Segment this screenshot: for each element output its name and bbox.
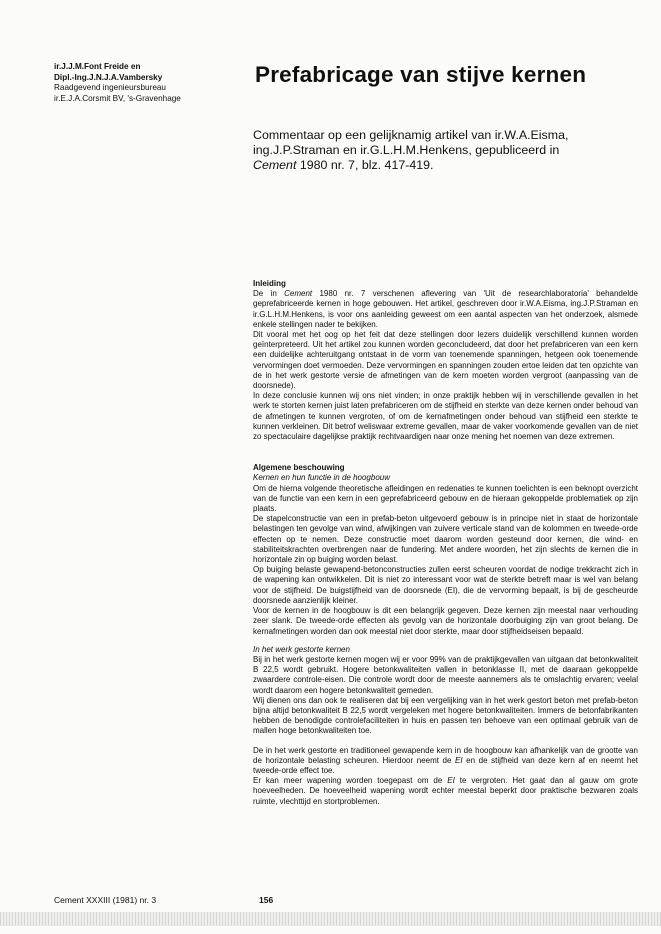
text-run: te vergroten. Het gaat dan al gauw om grote hoeveelheden. De hoeveelheid wapening wordt echter meestal beperkt door praktische bezwaren zoals ruimte, vlechttijd en stortproblemen.: [253, 776, 639, 806]
author-block: [54, 62, 254, 104]
text-run: Er kan meer wapening worden toegepast om de: [253, 776, 448, 786]
article-title: Prefabricage van stijve kernen: [255, 62, 587, 87]
paragraph-inleiding-3: In deze conclusie kunnen wij ons niet vinden; in onze praktijk hebben wij in verschillende gevallen in het werk te storten kernen juist laten prefabriceren om de stijfheid en sterkte van deze kernen onder behoud van de afmetingen te kunnen vergroten, of om de kernafmetingen onder behoud van stijfheid een sterkte te kunnen verkleinen. Dit betrof weliswaar extreme gevallen, maar de vaker voorkomende gevallen van de niet zo spectaculaire dagelijkse praktijk rechtvaardigen naar onze mening het noemen van deze extremen.: [253, 391, 638, 442]
heading-inleiding: Inleiding: [253, 279, 286, 288]
paragraph-gestorte-2: Wij dienen ons dan ook te realiseren dat bij een vergelijking van in het werk gestort beton met prefab-beton bijna altijd betonkwaliteit B 22,5 wordt vergeleken met hogere betonkwaliteiten. Immers de betonfabrikanten hebben de benodigde controlefaciliteiten in huis en passen ten behoeve van een optimaal gebruik van de mallen hoge betonkwaliteiten toe.: [253, 695, 638, 736]
article-subtitle: [253, 128, 653, 173]
spacer: [253, 637, 638, 645]
subtitle-citation: 1980 nr. 7, blz. 417-419.: [296, 158, 434, 172]
subtitle-line-1: Commentaar op een gelijknamig artikel van ir.W.A.Eisma,: [253, 128, 569, 142]
scan-edge-strip: [0, 912, 661, 926]
spacer: [253, 737, 638, 746]
text-run: De in het werk gestorte en traditioneel gewapende kern in de hoogbouw kan afhankelijk van de grootte van de horizontale belasting scheuren. Hierdoor neemt de: [253, 745, 638, 765]
paragraph-gestorte-3: [253, 746, 638, 777]
spacer: [253, 442, 638, 463]
subheading-kernen-functie: Kernen en hun functie in de hoogbouw: [253, 473, 390, 483]
text-run: en de stijfheid van deze kern af en neemt het tweede-orde effect toe.: [253, 755, 638, 775]
author-affiliation-1: Raadgevend ingenieursbureau: [54, 83, 166, 93]
subtitle-line-3: [253, 158, 653, 173]
text-run-italic: Cement: [284, 289, 313, 299]
page-number: 156: [259, 895, 274, 905]
text-run-italic: EI: [455, 755, 463, 765]
subtitle-journal-name: Cement: [253, 158, 297, 172]
paragraph-gestorte-4: [253, 776, 638, 807]
author-line-1: ir.J.J.M.Font Freide en: [54, 62, 141, 71]
paragraph-gestorte-1: Bij in het werk gestorte kernen mogen wij er voor 99% van de praktijkgevallen van uitgaan dat betonkwaliteit B 22,5 wordt gebruikt. Hogere betonkwaliteiten vallen in betonklasse II, met de daaraan gekoppelde zwaardere controle-eisen. Die controle wordt door de meeste aannemers als te omslachtig ervaren; veelal wordt daarom een hogere betonkwaliteit gemeden.: [253, 654, 638, 695]
author-line-2: Dipl.-Ing.J.N.J.A.Vambersky: [54, 72, 163, 82]
author-affiliation-2: ir.E.J.A.Corsmit BV, 's-Gravenhage: [54, 93, 181, 103]
subtitle-line-2: ing.J.P.Straman en ir.G.L.H.M.Henkens, gepubliceerd in: [253, 143, 560, 157]
paragraph-algemene-2: De stapelconstructie van een in prefab-beton uitgevoerd gebouw is in principe niet in staat de horizontale belastingen ten gevolge van wind, afwijkingen van zuivere verticale stand van de kolommen en tweede-orde effecten op te nemen. Deze constructie moet daarom worden gesteund door kernen, die wind- en stabiliteitskrachten overbrengen naar de fundering. Met andere woorden, het zijn slechts de kernen die in horizontale zin op buiging worden belast.: [253, 514, 638, 565]
paragraph-inleiding-1: [253, 289, 638, 330]
subheading-gestorte-kernen: In het werk gestorte kernen: [253, 644, 350, 654]
text-run-italic: EI: [447, 776, 455, 786]
paragraph-algemene-1: Om de hierna volgende theoretische afleidingen en redenaties te kunnen toelichten is een beknopt overzicht van de functie van een kern in een geprefabriceerd gebouw en de hieraan gekoppelde problematiek op zijn plaats.: [253, 483, 638, 514]
paragraph-inleiding-2: Dit vooral met het oog op het feit dat deze stellingen door lezers duidelijk verschillend kunnen worden geïnterpreteerd. Uit het artikel zou kunnen worden geconcludeerd, dat door het prefabriceren van een kern een duidelijke achteruitgang ontstaat in de vorm van toenemende spanningen, hetgeen ook toenemende vervormingen doet vermoeden. Deze vervormingen en spanningen zouden ertoe leiden dat ten opzichte van de in het werk gestorte versie de afmetingen van de kern moeten worden vergroot (aanpassing van de doorsnede).: [253, 330, 638, 391]
paragraph-algemene-4: Voor de kernen in de hoogbouw is dit een belangrijk gegeven. Deze kernen zijn meestal naar verhouding zeer slank. De tweede-orde effecten als gevolg van de horizontale doorbuiging zijn van groot belang. De kernafmetingen worden dan ook meestal niet door sterkte, maar door stijfheidseisen bepaald.: [253, 606, 638, 636]
footer-journal: Cement XXXIII (1981) nr. 3: [54, 895, 157, 905]
heading-algemene-beschouwing: Algemene beschouwing: [253, 463, 345, 473]
paragraph-algemene-3: Op buiging belaste gewapend-betonconstructies zullen eerst scheuren voordat de nodige trekkracht zich in de wapening kan ontwikkelen. Dit is niet zo interessant voor wat de sterkte betreft maar is wel van belang voor de stijfheid. De buigstijfheid van de doorsnede (EI), die de vervorming bepaalt, is bij de gescheurde doorsnede aanzienlijk kleiner.: [253, 565, 638, 605]
text-run: De in: [253, 289, 285, 299]
text-run: 1980 nr. 7 verschenen aflevering van 'Uit de researchlaboratoria' behandelde geprefabriceerde kernen in hoge gebouwen. Het artikel, geschreven door ir.W.A.Eisma, ing.J.P.Straman en ir.G.L.H.M.Henkens, is voor ons aanleiding geweest om een aantal aspecten van het onderzoek, alsmede enkele stellingen nader te bekijken.: [253, 289, 638, 329]
article-body: [253, 279, 638, 807]
